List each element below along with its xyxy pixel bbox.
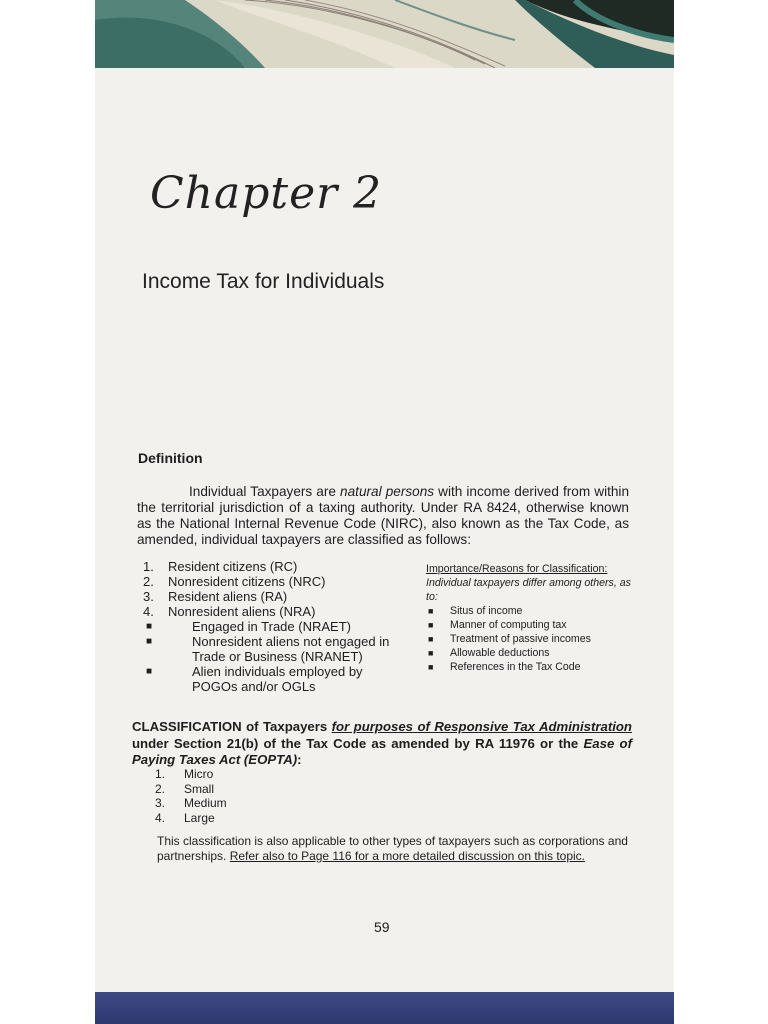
square-bullet-icon: ■: [428, 606, 434, 616]
square-bullet-icon: ■: [428, 662, 434, 672]
list-item: 1. Resident citizens (RC): [143, 559, 298, 574]
importance-heading: Importance/Reasons for Classification:: [426, 563, 608, 575]
definition-paragraph: [137, 484, 629, 548]
classification-heading: CLASSIFICATION of Taxpayers for purposes of Responsive Tax Administration under Section 21(b) of the Tax Code as amended by RA 11976 or the Ease of Paying Taxes Act (EOPTA):: [132, 719, 632, 767]
square-bullet-icon: ■: [146, 636, 153, 647]
square-bullet-icon: ■: [428, 634, 434, 644]
sub-list-item: ■ Engaged in Trade (NRAET): [146, 619, 351, 634]
list-item: 2. Nonresident citizens (NRC): [143, 574, 326, 589]
page-reference-link: Refer also to Page 116 for a more detailed discussion on this topic.: [229, 849, 586, 863]
definition-text-italic: natural persons: [340, 484, 435, 499]
left-margin: [0, 0, 95, 1024]
definition-heading: Definition: [138, 450, 203, 466]
square-bullet-icon: ■: [146, 666, 153, 677]
chapter-subtitle: Income Tax for Individuals: [142, 270, 385, 293]
list-item: 1. Micro: [155, 767, 214, 781]
size-classification-list: [155, 767, 227, 825]
square-bullet-icon: ■: [146, 621, 153, 632]
list-item: 3. Resident aliens (RA): [143, 589, 288, 604]
fabric-photo-bottom: [95, 992, 674, 1024]
list-item: 4. Nonresident aliens (NRA): [143, 604, 316, 619]
list-item: 2. Small: [155, 781, 215, 796]
sub-list-item: ■ Alien individuals employed by POGOs and/or OGLs: [146, 664, 363, 694]
definition-text-2: with income derived from within the territorial jurisdiction of a taxing authority. Under RA 8424, otherwise known as the National Internal Revenue Code (NIRC), also known as the Tax Code, as amended, individual taxpayers are classified as follows:: [137, 484, 630, 547]
taxpayer-classes-list: [140, 559, 410, 694]
list-item: 4. Large: [155, 810, 215, 825]
list-item: ■ Treatment of passive incomes: [428, 633, 591, 645]
sub-list-item: ■ Nonresident aliens not engaged in Trade or Business (NRANET): [146, 634, 390, 664]
importance-box: [426, 562, 636, 674]
leaf-photo-top: [95, 0, 674, 68]
chapter-title: Chapter 2: [150, 168, 383, 219]
list-item: ■ References in the Tax Code: [428, 661, 581, 673]
square-bullet-icon: ■: [428, 648, 434, 658]
page-number: 59: [374, 919, 390, 935]
book-page: [95, 68, 674, 992]
classification-note: This classification is also applicable to other types of taxpayers such as corporations and partnerships. Refer also to Page 116 for a more detailed discussion on this topic.: [157, 834, 628, 863]
right-margin: [674, 0, 768, 1024]
importance-intro: Individual taxpayers differ among others, as to:: [426, 577, 631, 603]
leaf-illustration: [95, 0, 674, 68]
list-item: ■ Manner of computing tax: [428, 619, 567, 631]
list-item: ■ Allowable deductions: [428, 647, 550, 659]
list-item: ■ Situs of income: [428, 605, 523, 617]
list-item: 3. Medium: [155, 796, 227, 810]
square-bullet-icon: ■: [428, 620, 434, 630]
definition-text-1: Individual Taxpayers are: [189, 484, 341, 499]
